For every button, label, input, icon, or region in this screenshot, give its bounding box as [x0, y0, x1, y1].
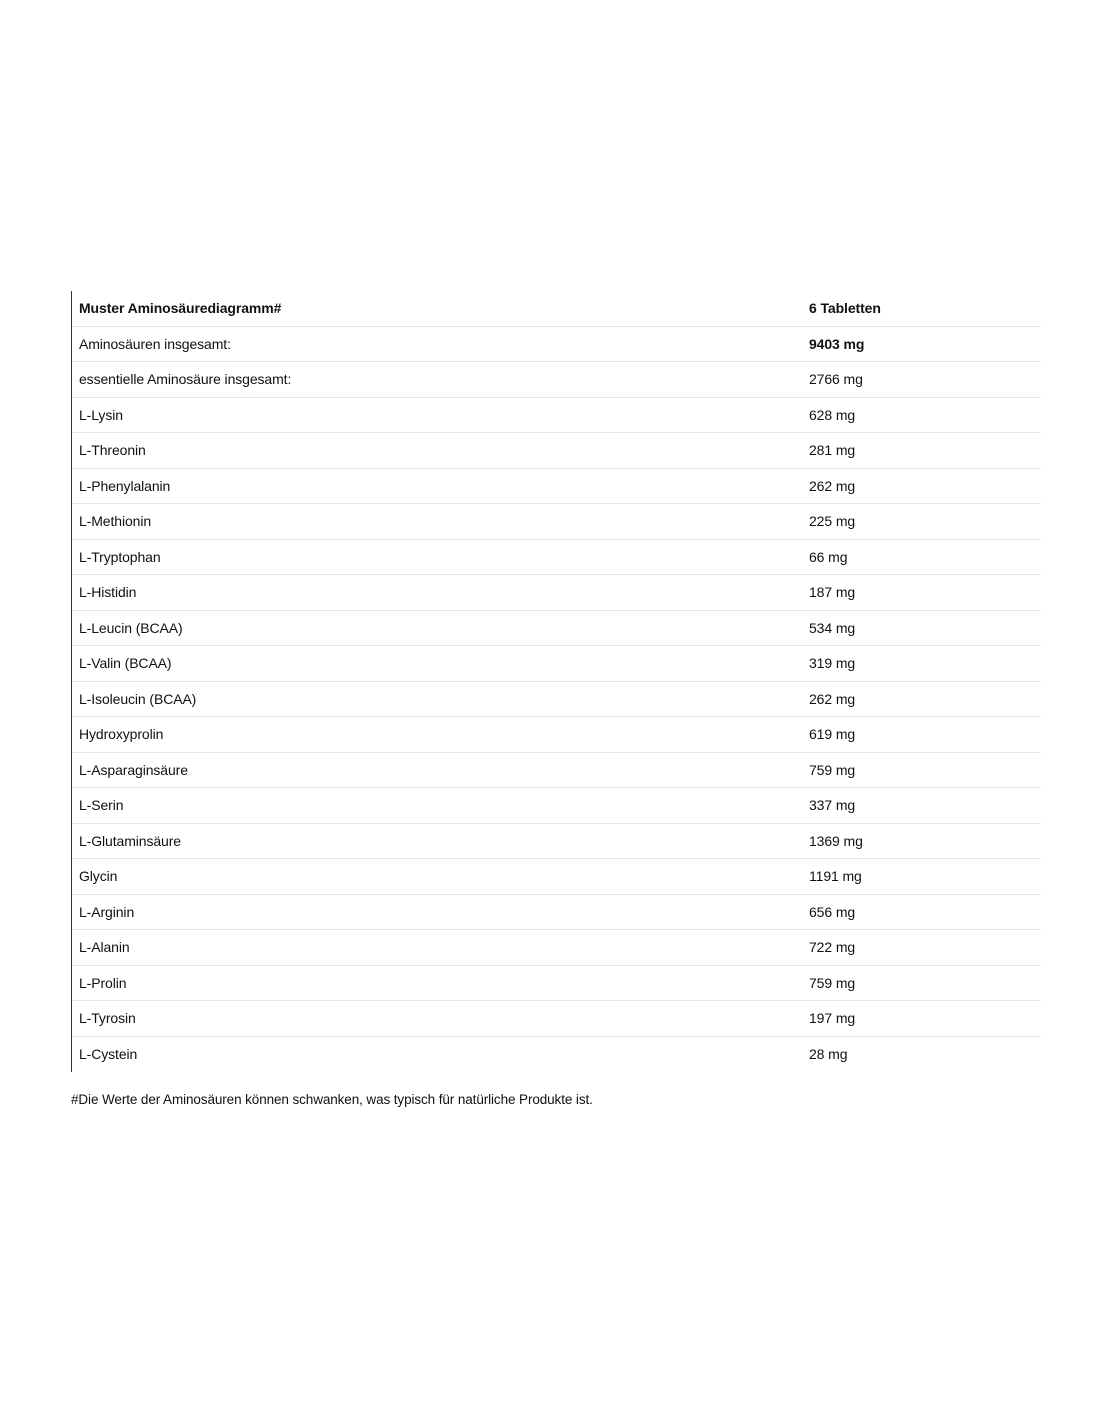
table-row — [72, 646, 1041, 682]
table-row — [72, 504, 1041, 540]
table-row — [72, 1001, 1041, 1037]
amino-name: L-Valin (BCAA) — [79, 655, 172, 672]
amino-name: L-Prolin — [79, 974, 127, 991]
amino-name: L-Phenylalanin — [79, 477, 171, 494]
amino-name: L-Histidin — [79, 584, 137, 601]
table-row — [72, 717, 1041, 753]
amino-value: 28 mg — [809, 1046, 848, 1063]
amino-value: 66 mg — [809, 548, 848, 565]
table-row — [72, 859, 1041, 895]
amino-value: 9403 mg — [809, 335, 865, 352]
amino-value: 197 mg — [809, 1010, 856, 1027]
amino-value: 262 mg — [809, 690, 856, 707]
footnote: #Die Werte der Aminosäuren können schwanken, was typisch für natürliche Produkte ist. — [71, 1092, 593, 1107]
table-header-row — [72, 291, 1041, 327]
table-row — [72, 433, 1041, 469]
amino-value: 337 mg — [809, 797, 856, 814]
table-row — [72, 824, 1041, 860]
amino-name: L-Arginin — [79, 903, 135, 920]
table-row — [72, 1037, 1041, 1073]
amino-name: L-Asparaginsäure — [79, 761, 188, 778]
table-row — [72, 575, 1041, 611]
table-row — [72, 753, 1041, 789]
table-header-name: Muster Aminosäurediagramm# — [79, 300, 282, 317]
table-row — [72, 611, 1041, 647]
amino-value: 319 mg — [809, 655, 856, 672]
amino-value: 534 mg — [809, 619, 856, 636]
table-row — [72, 682, 1041, 718]
amino-name: L-Cystein — [79, 1046, 138, 1063]
amino-name: Aminosäuren insgesamt: — [79, 335, 231, 352]
amino-value: 1369 mg — [809, 832, 863, 849]
table-row — [72, 966, 1041, 1002]
table-row — [72, 930, 1041, 966]
table-header-value: 6 Tabletten — [809, 300, 881, 317]
amino-value: 759 mg — [809, 974, 856, 991]
amino-value: 656 mg — [809, 903, 856, 920]
table-row — [72, 327, 1041, 363]
amino-name: L-Serin — [79, 797, 124, 814]
amino-name: L-Tryptophan — [79, 548, 161, 565]
table-row — [72, 398, 1041, 434]
amino-value: 619 mg — [809, 726, 856, 743]
table-row — [72, 788, 1041, 824]
table-row — [72, 540, 1041, 576]
amino-value: 1191 mg — [809, 868, 862, 885]
amino-value: 2766 mg — [809, 371, 863, 388]
amino-value: 628 mg — [809, 406, 856, 423]
amino-value: 281 mg — [809, 442, 856, 459]
amino-value: 225 mg — [809, 513, 856, 530]
amino-name: essentielle Aminosäure insgesamt: — [79, 371, 292, 388]
amino-value: 722 mg — [809, 939, 856, 956]
amino-name: Hydroxyprolin — [79, 726, 164, 743]
amino-name: L-Glutaminsäure — [79, 832, 181, 849]
amino-value: 262 mg — [809, 477, 856, 494]
amino-name: L-Isoleucin (BCAA) — [79, 690, 197, 707]
amino-name: L-Threonin — [79, 442, 146, 459]
amino-name: Glycin — [79, 868, 118, 885]
table-row — [72, 362, 1041, 398]
table-row — [72, 895, 1041, 931]
amino-name: L-Leucin (BCAA) — [79, 619, 183, 636]
table-row — [72, 469, 1041, 505]
amino-name: L-Methionin — [79, 513, 152, 530]
amino-value: 187 mg — [809, 584, 856, 601]
amino-name: L-Tyrosin — [79, 1010, 136, 1027]
amino-name: L-Lysin — [79, 406, 123, 423]
amino-value: 759 mg — [809, 761, 856, 778]
amino-acid-table — [71, 291, 1041, 1072]
amino-name: L-Alanin — [79, 939, 130, 956]
